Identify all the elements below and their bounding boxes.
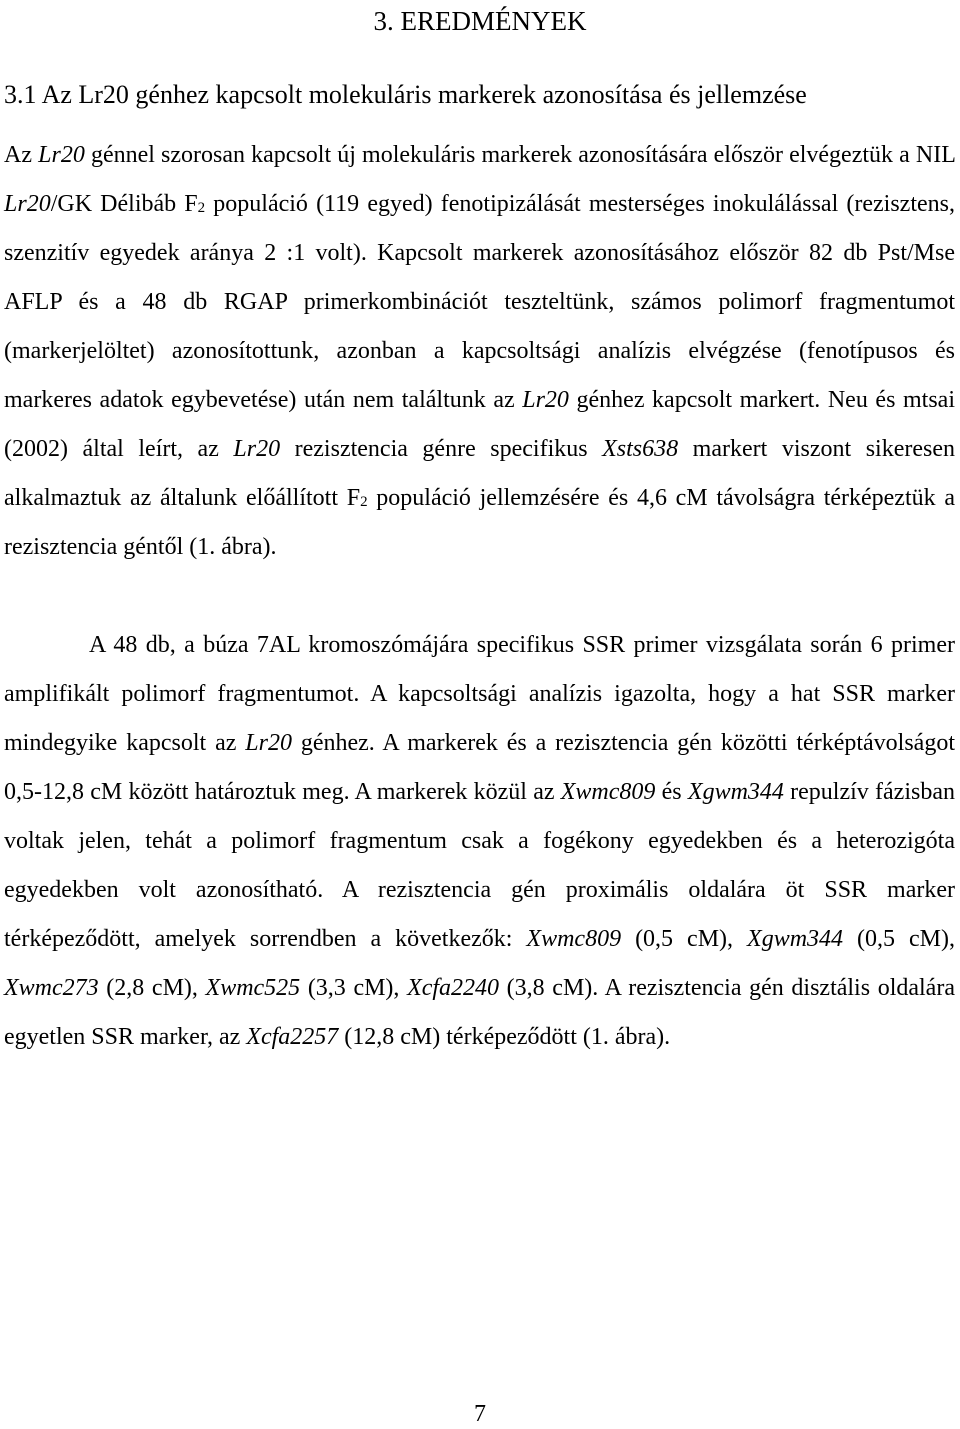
text-run: (0,5 cM), (843, 926, 955, 952)
text-run: /GK Délibáb F (50, 191, 198, 217)
gene-name: Lr20 (245, 730, 292, 756)
gene-name: Lr20 (4, 191, 51, 217)
paragraph-1 (4, 131, 955, 572)
text-run: Az (4, 142, 39, 168)
text-run: populáció jellemzésére és 4,6 cM távolságra térképeztük a rezisztencia géntől (1. ábra). (4, 485, 955, 560)
text-run: génnel szorosan kapcsolt új molekuláris markerek azonosítására először elvégeztük a NIL (84, 142, 956, 168)
marker-name: Xsts638 (602, 436, 679, 462)
marker-name: Xwmc809 (526, 926, 622, 952)
marker-name: Xwmc809 (560, 779, 656, 805)
text-run: (0,5 cM), (621, 926, 748, 952)
text-run: markert viszont sikeresen alkalmaztuk az általunk előállított F (4, 436, 956, 511)
text-run: (2,8 cM), (98, 975, 206, 1001)
text-run: A 48 db, a búza 7AL kromoszómájára specifikus SSR primer vizsgálata során 6 primer amplifikált polimorf fragmentumot. A kapcsoltsági analízis igazolta, hogy a hat SSR marker mindegyike kapcsolt az (4, 632, 955, 756)
text-run: és (655, 779, 688, 805)
text-run: (3,8 cM). A rezisztencia gén disztális oldalára egyetlen SSR marker, az (4, 975, 955, 1050)
page-number: 7 (474, 1401, 486, 1427)
subscript: 2 (360, 494, 368, 510)
chapter-title: 3. EREDMÉNYEK (373, 6, 587, 36)
marker-name: Xgwm344 (747, 926, 844, 952)
gene-name: Lr20 (38, 142, 85, 168)
text-run: génhez. A markerek és a rezisztencia gén közötti térképtávolságot 0,5-12,8 cM között határoztuk meg. A markerek közül az (4, 730, 955, 805)
text-run: génhez kapcsolt markert. Neu és mtsai (2002) által leírt, az (4, 387, 955, 462)
gene-name: Lr20 (522, 387, 569, 413)
text-run: (12,8 cM) térképeződött (1. ábra). (338, 1024, 671, 1050)
marker-name: Xwmc525 (205, 975, 301, 1001)
marker-name: Xcfa2257 (246, 1024, 339, 1050)
marker-name: Xcfa2240 (407, 975, 500, 1001)
marker-name: Xwmc273 (4, 975, 99, 1001)
section-title: 3.1 Az Lr20 génhez kapcsolt molekuláris markerek azonosítása és jellemzése (4, 80, 807, 109)
text-run: (3,3 cM), (300, 975, 408, 1001)
gene-name: Lr20 (233, 436, 281, 462)
text-run: populáció (119 egyed) fenotipizálását mesterséges inokulálással (rezisztens, szenzitív egyedek aránya 2 :1 volt). Kapcsolt markerek azonosításához először 82 db Pst/Mse AFLP és a 48 db RGAP primerkombinációt teszteltünk, számos polimorf fragmentumot (markerjelöltet) azonosítottunk, azonban a kapcsoltsági analízis elvégzése (fenotípusos és markeres adatok egybevetése) után nem találtunk az (4, 191, 955, 413)
marker-name: Xgwm344 (687, 779, 784, 805)
text-run: rezisztencia génre specifikus (280, 436, 603, 462)
subscript: 2 (197, 200, 206, 216)
paragraph-2 (4, 621, 955, 1062)
text-run: repulzív fázisban voltak jelen, tehát a polimorf fragmentum csak a fogékony egyedekben és a heterozigóta egyedekben volt azonosítható. A rezisztencia gén proximális oldalára öt SSR marker térképeződött, amelyek sorrendben a következők: (4, 779, 955, 952)
